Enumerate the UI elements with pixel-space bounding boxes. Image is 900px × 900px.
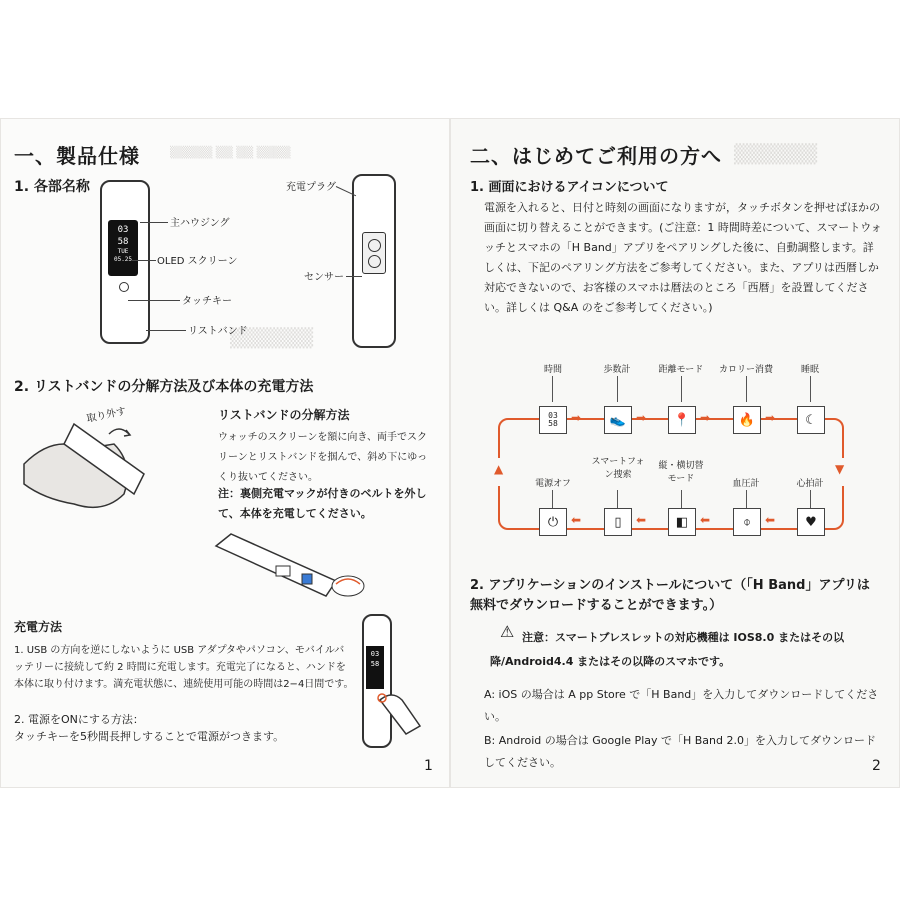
mode-label-time: 時間: [543, 365, 562, 375]
leader-line: [128, 300, 180, 301]
icons-heading: 1. 画面におけるアイコンについて: [470, 180, 669, 195]
leader-line: [617, 490, 618, 508]
screen-line: 05.25: [113, 256, 133, 263]
location-pin-icon: 📍: [668, 406, 696, 434]
android-instructions: B: Android の場合は Google Play で「H Band 2.0」を入力してダウンロードしてください。: [484, 734, 876, 769]
leader-line: [552, 490, 553, 508]
parts-heading: 1. 各部名称: [14, 179, 90, 195]
leader-line: [617, 376, 618, 402]
arrow-left-icon: ⬅: [700, 513, 711, 527]
section-title: 一、製品仕様: [14, 144, 140, 168]
shoe-icon: 👟: [604, 406, 632, 434]
bleed-through-text: ▒▒▒▒▒▒: [230, 328, 314, 349]
charging-illustration: [206, 526, 376, 616]
charging-text: 1. USB の方向を逆にしないように USB アダプタやパソコン、モバイルバッテリーに接続して約 2 時間に充電します。充電完了になると、ハンドを本体に取り付けます。満充電状態に、連続使用可能の時間は2−4日間です。: [14, 645, 354, 690]
rotate-layout-icon: ◧: [668, 508, 696, 536]
finger-pressing-illustration: [376, 686, 426, 736]
label-oled: OLED スクリーン: [157, 256, 238, 267]
section-title: 二、はじめてご利用の方へ: [470, 144, 722, 168]
install-heading: 2. アプリケーションのインストールについて（「H Band」アプリは無料でダウンロードすることができます。）: [470, 578, 870, 613]
warning-text: 注意：スマートブレスレットの対応機種は IOS8.0 またはその以降/Android4.4 またはその以降のスマホです。: [490, 631, 845, 668]
arrow-up-icon: ▲: [494, 462, 504, 476]
band-power-screen: [366, 646, 384, 689]
leader-line: [746, 376, 747, 402]
mode-label-sleep: 睡眠: [800, 365, 819, 375]
ios-instructions: A: iOS の場合は A pp Store で「H Band」を入力してダウンロードしてください。: [484, 688, 879, 723]
arrow-right-icon: ➡: [765, 411, 776, 425]
power-heading: 2. 電源をONにする方法：: [14, 713, 144, 726]
screen-line: 03: [117, 225, 129, 235]
leader-line: [681, 490, 682, 508]
mode-label-power-off: 電源オフ: [535, 479, 571, 489]
oled-screen-illustration: [108, 220, 138, 276]
clock-digits-icon: 03 58: [539, 406, 567, 434]
label-wristband: リストバンド: [188, 326, 248, 337]
label-charge-plug: 充電プラグ: [286, 182, 336, 193]
page-number: 2: [872, 758, 881, 774]
manual-page-left: [0, 118, 450, 788]
arrow-right-icon: ➡: [636, 411, 647, 425]
leader-line: [552, 376, 553, 402]
phone-icon: ▯: [604, 508, 632, 536]
screen-line: TUE: [117, 248, 129, 255]
arrow-right-icon: ➡: [571, 411, 582, 425]
bleed-through-text: ▒▒▒▒▒▒: [734, 144, 818, 165]
touch-key-illustration: [119, 282, 129, 292]
mode-label-pedometer: 歩数計: [603, 365, 631, 375]
leader-line: [346, 276, 362, 277]
arrow-left-icon: ⬅: [636, 513, 647, 527]
charging-heading: 充電方法: [14, 620, 63, 634]
bleed-through-text: ▒▒▒▒▒ ▒▒ ▒▒ ▒▒▒▒: [170, 146, 291, 159]
mode-label-blood-pressure: 血圧計: [732, 479, 760, 489]
disassembly-heading: 2. リストバンドの分解方法及び本体の充電方法: [14, 379, 314, 395]
label-main-housing: 主ハウジング: [170, 218, 230, 229]
arrow-left-icon: ⬅: [765, 513, 776, 527]
heart-icon: ♥: [797, 508, 825, 536]
leader-line: [810, 490, 811, 508]
leader-line: [140, 222, 168, 223]
note-text: 注：裏側充電マックが付きのベルトを外して、本体を充電してください。: [218, 487, 427, 520]
arrow-left-icon: ⬅: [571, 513, 582, 527]
power-text: タッチキーを5秒間長押しすることで電源がつきます。: [14, 730, 285, 743]
flame-icon: 🔥: [733, 406, 761, 434]
band-front-illustration: [100, 180, 150, 344]
screen-line: 58: [370, 660, 380, 668]
screen-line: 58: [117, 237, 129, 247]
leader-line: [132, 260, 156, 261]
band-back-illustration: [352, 174, 396, 348]
arrow-down-icon: ▼: [835, 462, 845, 476]
leader-line: [146, 330, 186, 331]
moon-icon: ☾: [797, 406, 825, 434]
manual-page-right: [450, 118, 900, 788]
arrow-right-icon: ➡: [700, 411, 711, 425]
blood-pressure-icon: ⌽: [733, 508, 761, 536]
label-sensor: センサー: [304, 272, 344, 283]
remove-label: 取り外す: [85, 405, 128, 425]
leader-line: [681, 376, 682, 402]
leader-line: [746, 490, 747, 508]
power-icon: ⏻: [539, 508, 567, 536]
label-touch-key: タッチキー: [182, 296, 232, 307]
sensor-illustration: [362, 232, 386, 274]
disassembly-text: ウォッチのスクリーンを額に向き、両手でスクリーンとリストバンドを掴んで、斜め下にゆっくり抜いてください。: [218, 432, 428, 483]
page-number: 1: [424, 758, 433, 774]
disassembly-subheading: リストバンドの分解方法: [218, 408, 350, 422]
screen-line: 03: [370, 650, 380, 658]
mode-label-distance: 距離モード: [658, 365, 704, 375]
leader-line: [810, 376, 811, 402]
warning-icon: ⚠: [500, 622, 515, 641]
mode-label-orientation: 縦・横切替モード: [658, 461, 704, 484]
mode-label-calorie: カロリー消費: [718, 365, 773, 375]
mode-label-heart-rate: 心拍計: [796, 479, 824, 489]
mode-label-phone-search: スマートフォン捜索: [591, 457, 645, 480]
icons-text: 電源を入れると、日付と時刻の画面になりますが，タッチボタンを押せばほかの画面に切り替えることができます。(ご注意：1 時間時差について、スマートウォッチとスマホの「H Band」アプリをペアリングした後に、自動調整します。詳しくは、下記のペアリング方法をご参考してください。また、アプリは西暦しか対応できないので、お客様のスマホは暦法のところ「西暦」を設置してください。詳しくは Q&A のをご参考してください。): [484, 201, 882, 314]
